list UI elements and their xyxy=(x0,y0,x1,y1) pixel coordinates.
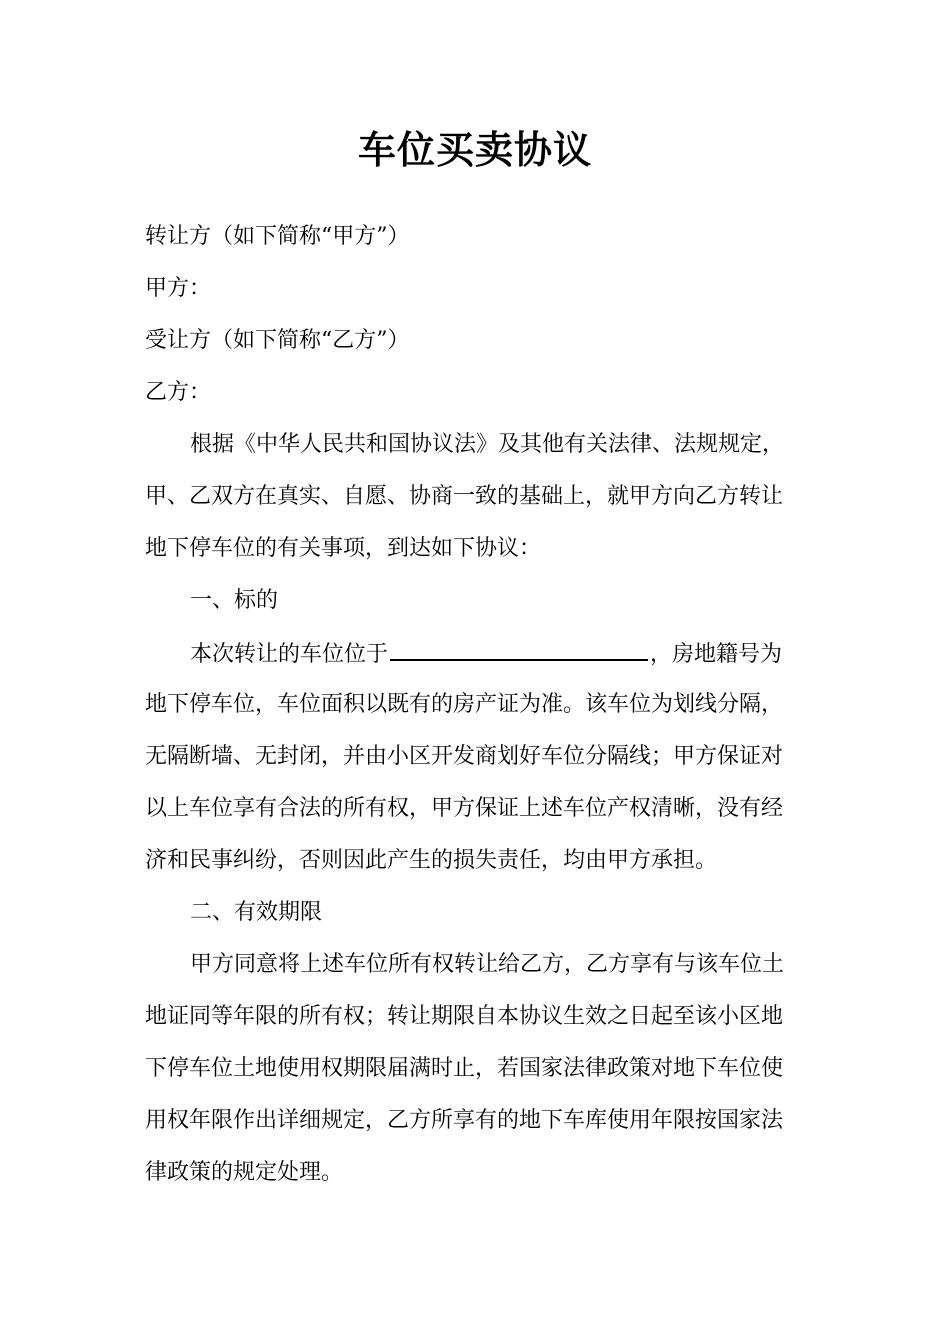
party-a-label: 甲方： xyxy=(145,276,212,301)
section1-paragraph-line: 济和民事纠纷，否则因此产生的损失责任，均由甲方承担。 xyxy=(145,848,718,873)
location-blank-field[interactable] xyxy=(390,637,648,661)
section1-paragraph-line: 以上车位享有合法的所有权，甲方保证上述车位产权清晰，没有经 xyxy=(145,796,784,821)
section-heading-validity: 二、有效期限 xyxy=(190,900,323,925)
preamble-line: 甲、乙双方在真实、自愿、协商一致的基础上，就甲方向乙方转让 xyxy=(145,484,784,509)
document-title: 车位买卖协议 xyxy=(357,127,592,172)
section1-paragraph-line: 无隔断墙、无封闭，并由小区开发商划好车位分隔线；甲方保证对 xyxy=(145,744,784,769)
section2-paragraph-line: 律政策的规定处理。 xyxy=(145,1160,344,1185)
section2-paragraph-line: 地证同等年限的所有权；转让期限自本协议生效之日起至该小区地 xyxy=(145,1004,784,1029)
preamble-line: 根据《中华人民共和国协议法》及其他有关法律、法规规定， xyxy=(190,432,785,457)
section-heading-subject: 一、标的 xyxy=(190,588,279,613)
registry-label: ，房地籍号为 xyxy=(650,642,783,667)
transferee-intro: 受让方（如下简称“乙方”） xyxy=(145,328,410,353)
section2-paragraph-line: 用权年限作出详细规定，乙方所享有的地下车库使用年限按国家法 xyxy=(145,1108,784,1133)
transferor-intro: 转让方（如下简称“甲方”） xyxy=(145,224,410,249)
section2-paragraph-line: 甲方同意将上述车位所有权转让给乙方，乙方享有与该车位土 xyxy=(190,952,785,977)
preamble-line: 地下停车位的有关事项，到达如下协议： xyxy=(145,536,542,561)
section2-paragraph-line: 下停车位土地使用权期限届满时止，若国家法律政策对地下车位使 xyxy=(145,1056,784,1081)
section1-paragraph-line xyxy=(190,637,810,671)
location-label: 本次转让的车位位于 xyxy=(190,642,389,667)
section1-paragraph-line: 地下停车位，车位面积以既有的房产证为准。该车位为划线分隔， xyxy=(145,692,784,717)
party-b-label: 乙方： xyxy=(145,380,212,405)
